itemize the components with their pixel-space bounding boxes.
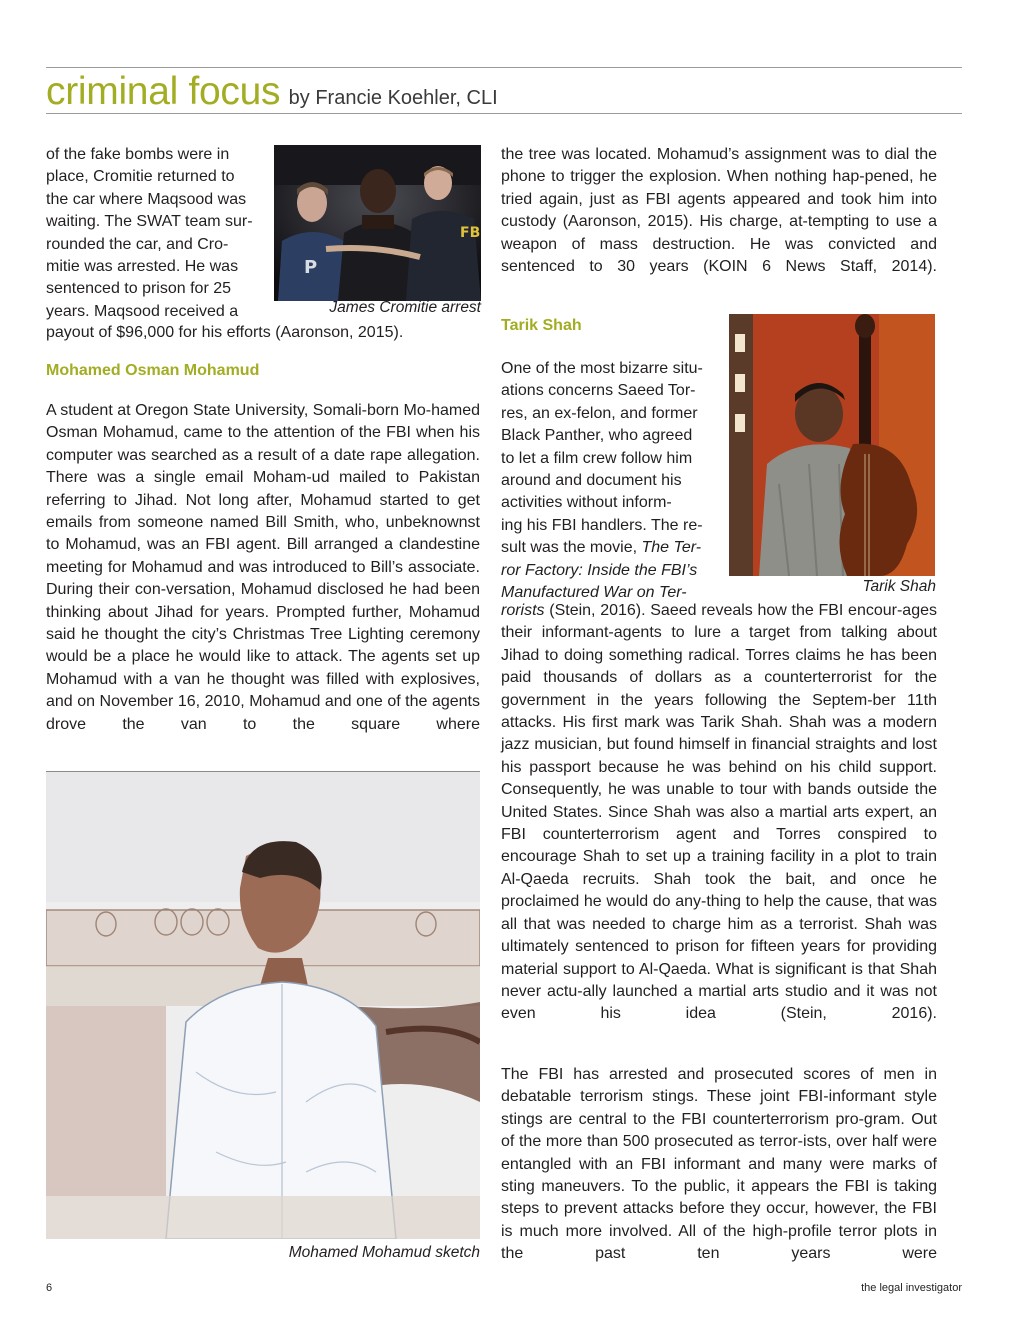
page-header [46, 70, 498, 114]
mohamud-continuation: the tree was located. Mohamud’s assignment was to dial the phone to trigger the explosion. When nothing hap-pened, he tried again, just as FBI agents appeared and took him into custody (Aaronson, 2015). His charge, at-tempting to use a weapon of mass destruction. He was convicted and sentenced to 30 years (KOIN 6 News Staff, 2014). [501, 146, 937, 276]
tarik-shah-subhead: Tarik Shah [501, 317, 582, 334]
text-line: Black Panther, who agreed [501, 427, 693, 445]
tarik-shah-photo [729, 314, 935, 576]
byline: by Francie Koehler, CLI [288, 87, 498, 109]
mohamud-sketch [46, 771, 480, 1239]
section-title: criminal focus [46, 70, 281, 113]
publication-name: the legal investigator [861, 1282, 962, 1294]
text-line: around and document his [501, 472, 682, 490]
shah-paragraph-lines [501, 358, 724, 627]
text-line [501, 537, 724, 559]
text-line: of the fake bombs were in [46, 146, 230, 163]
cromitie-arrest-photo [274, 145, 481, 301]
mohamud-paragraph: A student at Oregon State University, Somali-born Mo-hamed Osman Mohamud, came to the attention of the FBI when his computer was searched as a result of a date rape allegation. There was a single email Moham-ud mailed to Pakistan referring to Jihad. Not long after, Mohamud started to get emails from someone named Bill Smith, who, unbeknownst to Mohamud, was an FBI agent. Bill arranged a clandestine meeting for Mohamud and was introduced to Bill’s associate. During their con-versation, Mohamud disclosed he had been thinking about Jihad for years. Prompted further, Mohamud said he thought the city’s Christmas Tree Lighting ceremony would be a place he would like to attack. The agents set up Mohamud with a van he thought was filled with explosives, and on November 16, 2010, Mohamud and one of the agents drove the van to the square where [46, 402, 480, 733]
text-line: place, Cromitie returned to [46, 168, 235, 186]
cromitie-paragraph-lines [46, 144, 265, 346]
mohamud-subhead: Mohamed Osman Mohamud [46, 362, 260, 379]
svg-text:FB: FB [460, 225, 481, 241]
text-line: res, an ex-felon, and former [501, 404, 698, 422]
header-top-rule [46, 67, 962, 68]
shah-rest-text: (Stein, 2016). Saeed reveals how the FBI encour-ages their informant-agents to lure a target from talking about Jihad to doing something radical. Torres claims he has been paid thousands of dollars as a counterterrorist for the government in the years following the Septem-ber 11th attacks. His first mark was Tarik Shah. Shah was a modern jazz musician, but found himself in financial straights and lost his passport because he was behind on his child support. Consequently, he was unable to tour with bands outside the United States. Since Shah was also a martial arts expert, an FBI counterterrorism agent and Torres conspired to encourage Shah to set up a training facility in a plot to train Al-Qaeda recruits. Shah took the bait, and once he proclaimed he would do any-thing to help the cause, that was all that was needed to charge him as a terrorist. Shah was ultimately sentenced to prison for fifteen years for providing material support to Al-Qaeda. What is significant is that Shah never actu-ally launched a martial arts studio and it was not even his idea (Stein, 2016). [501, 602, 937, 1023]
shah-paragraph-rest [501, 600, 937, 1048]
film-title-end: rorists [501, 602, 545, 619]
text-line: waiting. The SWAT team sur- [46, 213, 253, 231]
film-title-line: Manufactured War on Ter- [501, 584, 687, 602]
text-line: rounded the car, and Cro- [46, 235, 229, 253]
text-segment: sult was the movie, [501, 539, 642, 557]
text-line: activities without inform- [501, 494, 672, 512]
sketch-caption: Mohamed Mohamud sketch [288, 1244, 480, 1261]
film-title-part: The Ter- [641, 539, 702, 557]
text-line: mitie was arrested. He was [46, 258, 239, 276]
text-line: years. Maqsood received a [46, 302, 239, 320]
cromitie-photo-caption: James Cromitie arrest [329, 299, 481, 316]
svg-text:P: P [304, 257, 318, 278]
text-line: ations concerns Saeed Tor- [501, 382, 696, 400]
text-line: One of the most bizarre situ- [501, 360, 703, 377]
text-line: sentenced to prison for 25 [46, 280, 232, 298]
text-line: ing his FBI handlers. The re- [501, 516, 703, 534]
header-bottom-rule [46, 113, 962, 114]
text-line: to let a film crew follow him [501, 449, 693, 467]
page-number: 6 [46, 1282, 53, 1294]
closing-paragraph: The FBI has arrested and prosecuted scores of men in debatable terrorism stings. These joint FBI-informant style stings are central to the FBI counterterrorism pro-gram. Out of the more than 500 prosecuted as terror-ists, over half were entangled with an FBI informant and many were marks of sting maneuvers. To the public, it appears the FBI is taking steps to prevent attacks before they occur, however, the FBI is much more involved. All of the high-profile terror plots in the past ten years were [501, 1066, 937, 1263]
cromitie-paragraph-tail: payout of $96,000 for his efforts (Aaronson, 2015). [46, 324, 404, 341]
text-line: the car where Maqsood was [46, 190, 247, 208]
film-title-line: ror Factory: Inside the FBI’s [501, 561, 698, 579]
tarik-shah-caption: Tarik Shah [862, 578, 936, 595]
